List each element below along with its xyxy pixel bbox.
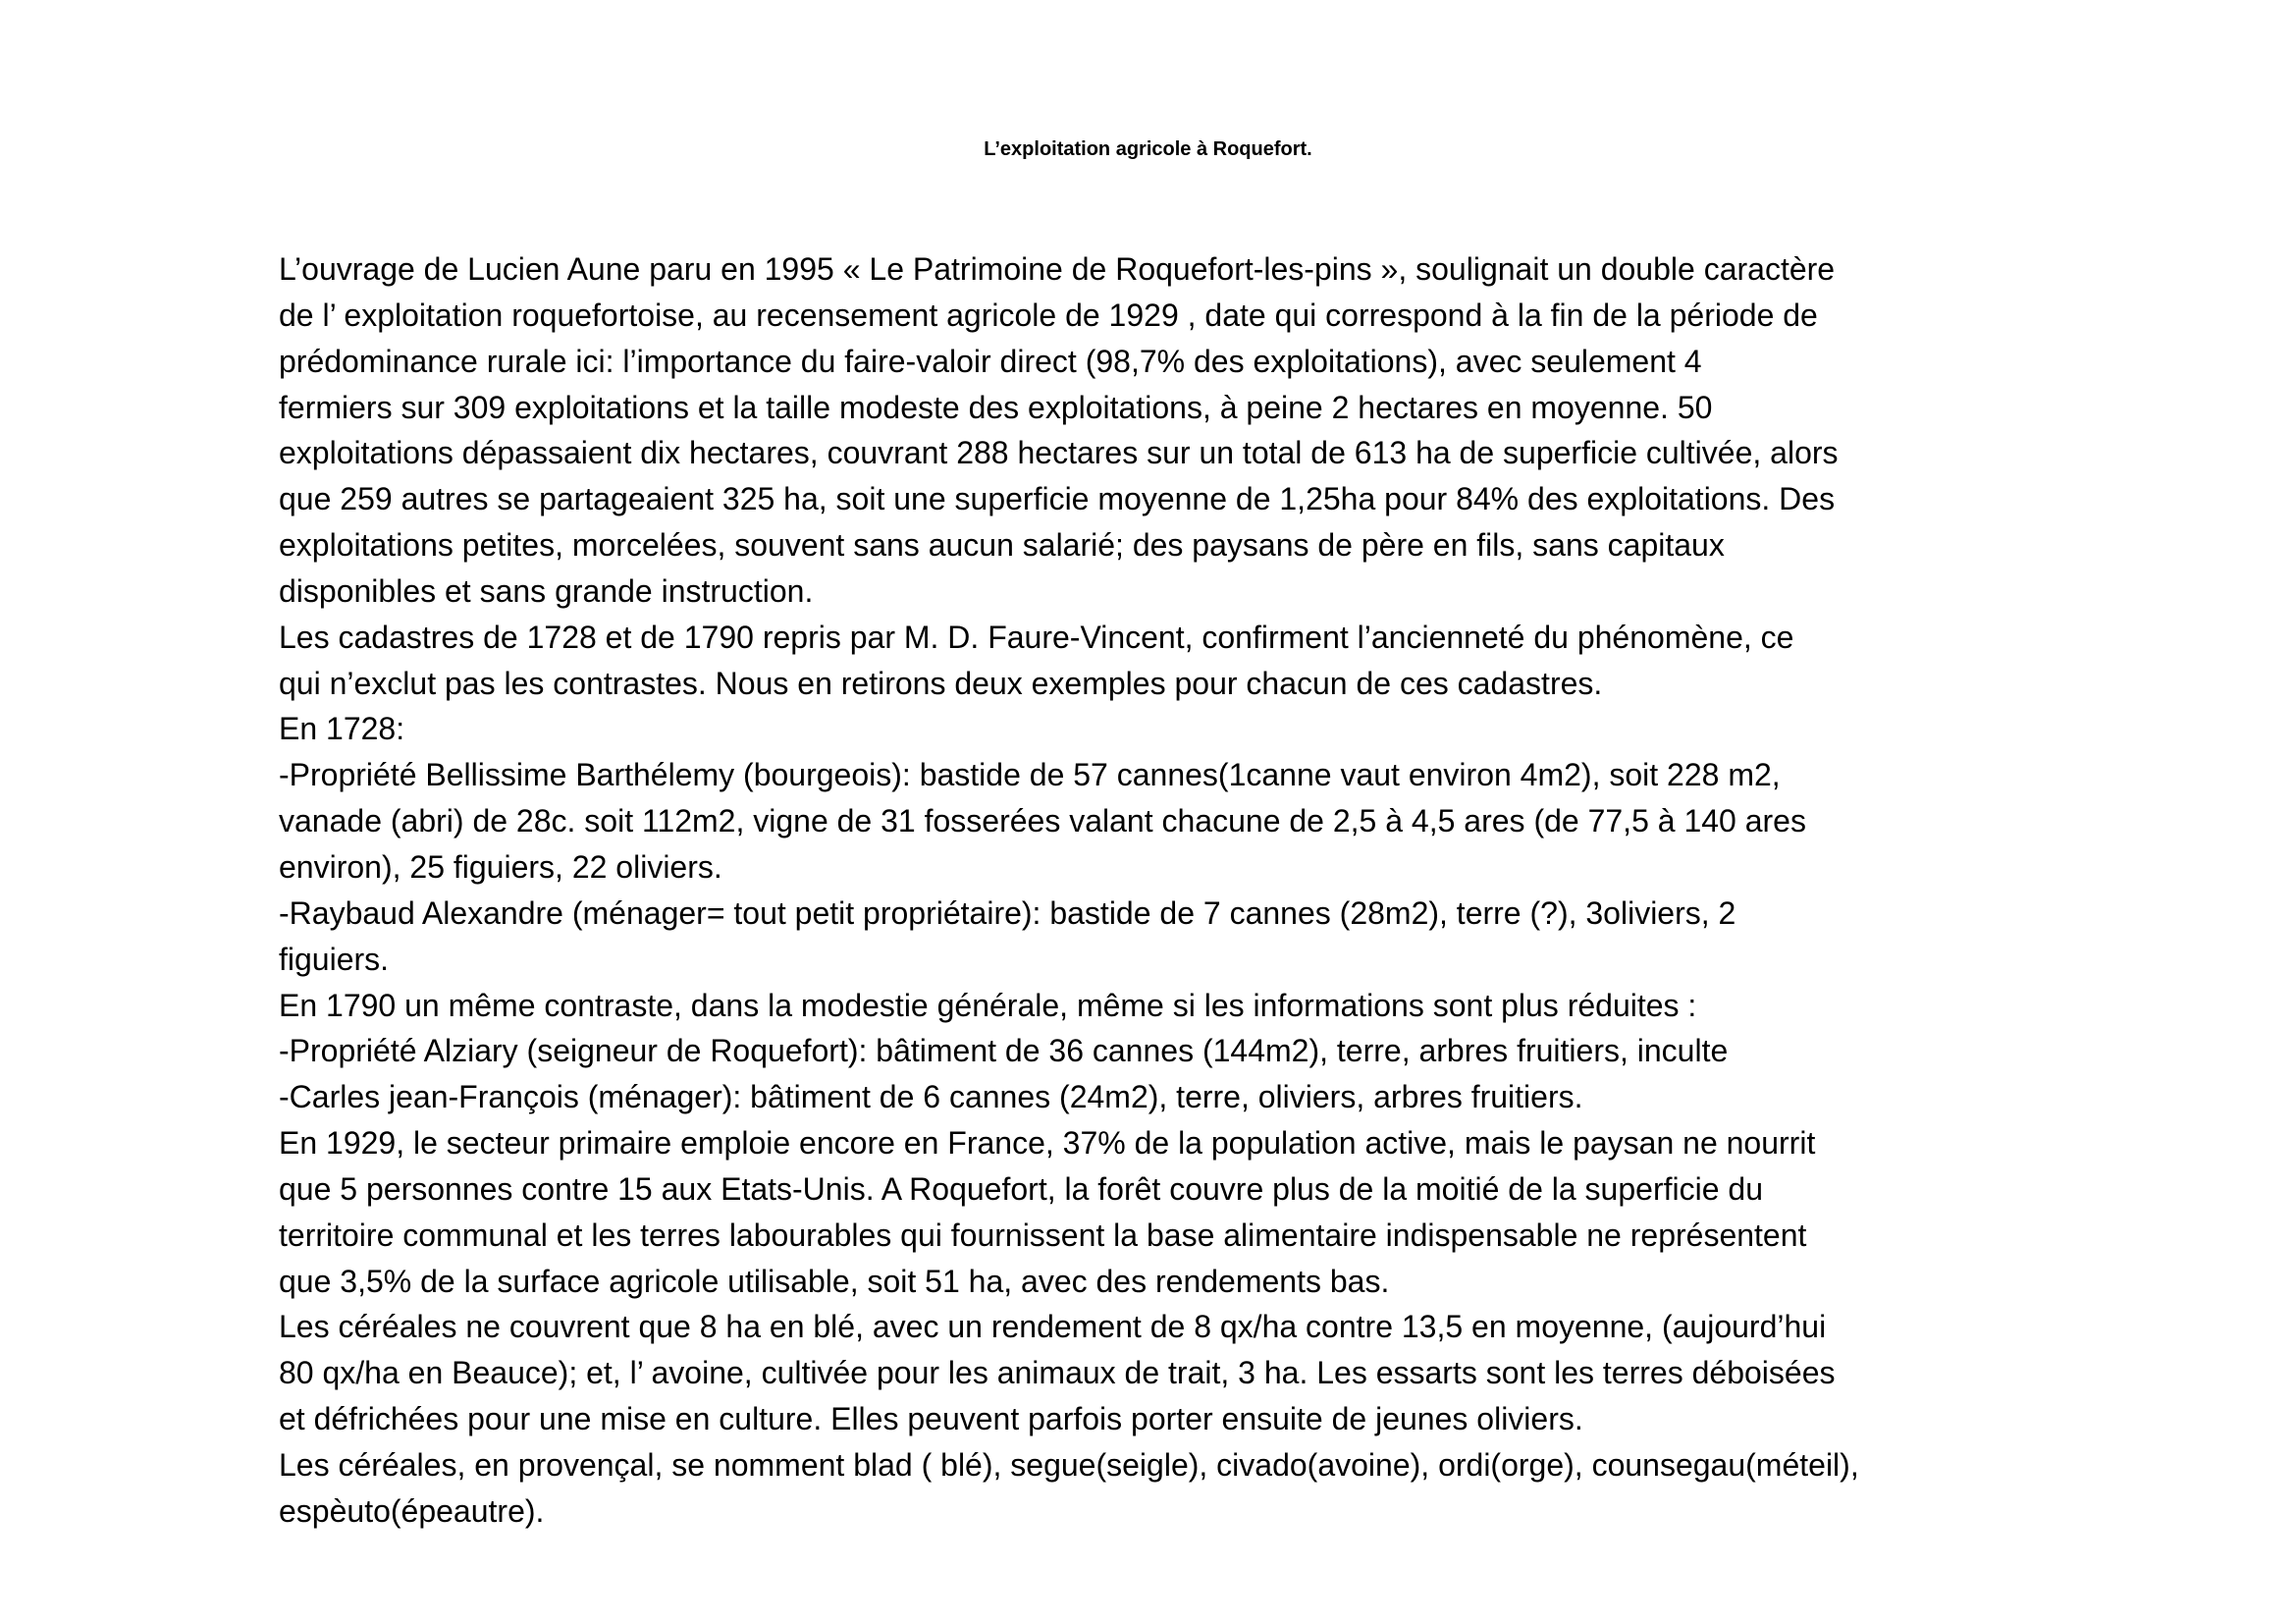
text-line: L’ouvrage de Lucien Aune paru en 1995 « Le Patrimoine de Roquefort-les-pins », soulignait un double caractère (279, 251, 1836, 287)
text-line: Les cadastres de 1728 et de 1790 repris par M. D. Faure-Vincent, confirment l’ancienneté du phénomène, ce (279, 619, 1794, 655)
body-text (279, 246, 2036, 1535)
text-line: 80 qx/ha en Beauce); et, l’ avoine, cultivée pour les animaux de trait, 3 ha. Les essarts sont les terres déboisées (279, 1355, 1836, 1391)
text-line: exploitations petites, morcelées, souvent sans aucun salarié; des paysans de père en fils, sans capitaux (279, 527, 1725, 564)
text-line: En 1929, le secteur primaire emploie encore en France, 37% de la population active, mais le paysan ne nourrit (279, 1125, 1816, 1162)
text-line: exploitations dépassaient dix hectares, couvrant 288 hectares sur un total de 613 ha de superficie cultivée, alors (279, 435, 1839, 471)
text-line: que 259 autres se partageaient 325 ha, soit une superficie moyenne de 1,25ha pour 84% des exploitations. Des (279, 481, 1836, 517)
text-line: de l’ exploitation roquefortoise, au recensement agricole de 1929 , date qui correspond à la fin de la période de (279, 297, 1818, 333)
text-line: En 1790 un même contraste, dans la modestie générale, même si les informations sont plus réduites : (279, 987, 1697, 1023)
text-line: -Raybaud Alexandre (ménager= tout petit propriétaire): bastide de 7 cannes (28m2), terre (?), 3oliviers, 2 (279, 894, 1736, 931)
text-line: fermiers sur 309 exploitations et la taille modeste des exploitations, à peine 2 hectares en moyenne. 50 (279, 389, 1713, 425)
text-line: disponibles et sans grande instruction. (279, 572, 814, 609)
text-line: et défrichées pour une mise en culture. Elles peuvent parfois porter ensuite de jeunes oliviers. (279, 1401, 1583, 1437)
text-line: prédominance rurale ici: l’importance du faire-valoir direct (98,7% des exploitations), avec seulement 4 (279, 343, 1702, 379)
text-line: figuiers. (279, 941, 390, 977)
text-line: -Propriété Bellissime Barthélemy (bourgeois): bastide de 57 cannes(1canne vaut environ 4m2), soit 228 m2, (279, 757, 1781, 793)
text-line: En 1728: (279, 711, 405, 747)
text-line: environ), 25 figuiers, 22 oliviers. (279, 848, 722, 885)
text-line: qui n’exclut pas les contrastes. Nous en retirons deux exemples pour chacun de ces cadastres. (279, 665, 1603, 701)
text-line: Les céréales ne couvrent que 8 ha en blé, avec un rendement de 8 qx/ha contre 13,5 en moyenne, (aujourd’hui (279, 1309, 1827, 1345)
text-line: que 3,5% de la surface agricole utilisable, soit 51 ha, avec des rendements bas. (279, 1263, 1390, 1299)
text-line: espèuto(épeautre). (279, 1492, 545, 1529)
text-line: -Carles jean-François (ménager): bâtiment de 6 cannes (24m2), terre, oliviers, arbres fruitiers. (279, 1079, 1583, 1115)
text-line: -Propriété Alziary (seigneur de Roquefort): bâtiment de 36 cannes (144m2), terre, arbres fruitiers, inculte (279, 1033, 1729, 1069)
text-line: Les céréales, en provençal, se nomment blad ( blé), segue(seigle), civado(avoine), ordi(orge), counsegau(méteil), (279, 1446, 1859, 1483)
text-line: territoire communal et les terres labourables qui fournissent la base alimentaire indispensable ne représentent (279, 1217, 1807, 1253)
text-line: que 5 personnes contre 15 aux Etats-Unis. A Roquefort, la forêt couvre plus de la moitié de la superficie du (279, 1170, 1763, 1207)
text-line: vanade (abri) de 28c. soit 112m2, vigne de 31 fosserées valant chacune de 2,5 à 4,5 ares (de 77,5 à 140 ares (279, 803, 1806, 839)
page-title: L’exploitation agricole à Roquefort. (984, 138, 1312, 160)
